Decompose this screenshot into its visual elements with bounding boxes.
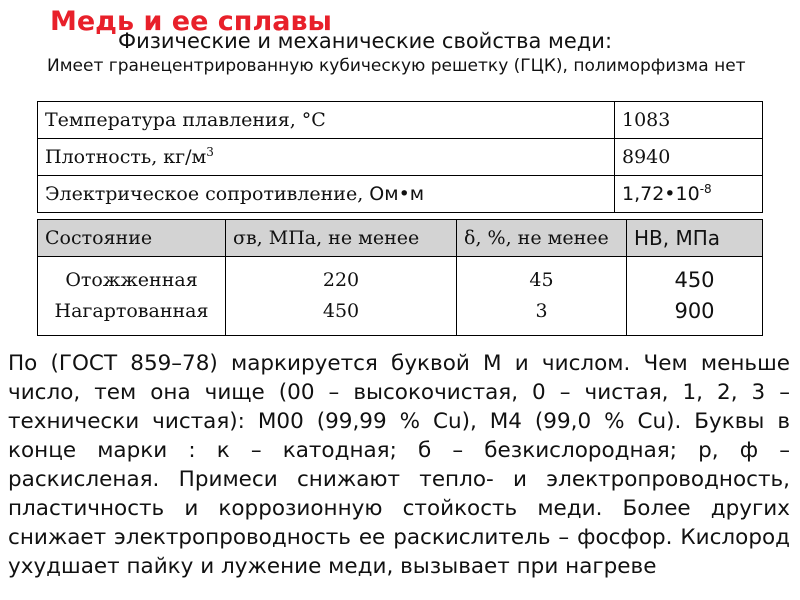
state-hardened: Нагартованная (54, 300, 209, 322)
property-name: Температура плавления, °С (38, 102, 615, 139)
table-row (38, 139, 763, 176)
header-state: Состояние (38, 220, 226, 257)
property-value: 8940 (615, 139, 763, 176)
state-cell (38, 257, 226, 336)
state-annealed: Отожженная (65, 269, 198, 291)
table-row (38, 257, 763, 336)
sigma-cell (226, 257, 457, 336)
slide-title: Медь и ее сплавы (50, 6, 332, 37)
lattice-note: Имеет гранецентрированную кубическую решетку (ГЦК), полиморфизма нет (47, 56, 746, 76)
header-sigma: σв, МПа, не менее (226, 220, 457, 257)
sigma-annealed: 220 (322, 269, 360, 291)
property-value: 1083 (615, 102, 763, 139)
table-row (38, 102, 763, 139)
property-name-text: Электрическое сопротивление, (45, 183, 370, 205)
value-exponent: -8 (699, 182, 712, 196)
table-header-row (38, 220, 763, 257)
hb-hardened: 900 (674, 299, 715, 323)
properties-table (37, 101, 763, 213)
delta-hardened: 3 (535, 300, 548, 322)
header-delta: δ, %, не менее (457, 220, 627, 257)
hb-cell (627, 257, 763, 336)
property-name-text: Плотность, кг/м (45, 146, 207, 168)
property-name (38, 176, 615, 213)
mechanical-properties-table (37, 219, 763, 336)
sigma-hardened: 450 (322, 300, 360, 322)
delta-cell (457, 257, 627, 336)
slide-subtitle: Физические и механические свойства меди: (118, 29, 613, 53)
hb-annealed: 450 (674, 268, 715, 292)
property-name (38, 139, 615, 176)
property-value (615, 176, 763, 213)
unit-exponent: 3 (206, 145, 214, 159)
marking-paragraph: По (ГОСТ 859–78) маркируется буквой М и числом. Чем меньше число, тем она чище (00 – высокочистая, 0 – чистая, 1, 2, 3 – технически чистая): М00 (99,99 % Cu), М4 (99,0 % Cu). Буквы в конце марки : к – катодная; б – безкислородная; р, ф – раскисленая. Примеси снижают тепло- и электропроводность, пластичность и коррозионную стойкость меди. Более других снижает электропроводность ее раскислитель – фосфор. Кислород ухудшает пайку и лужение меди, вызывает при нагреве (8, 351, 790, 579)
table-row (38, 176, 763, 213)
property-value-text: 1,72•10 (622, 183, 700, 205)
header-hb: НВ, МПа (627, 220, 763, 257)
delta-annealed: 45 (529, 269, 554, 291)
property-unit: Ом•м (369, 183, 425, 205)
